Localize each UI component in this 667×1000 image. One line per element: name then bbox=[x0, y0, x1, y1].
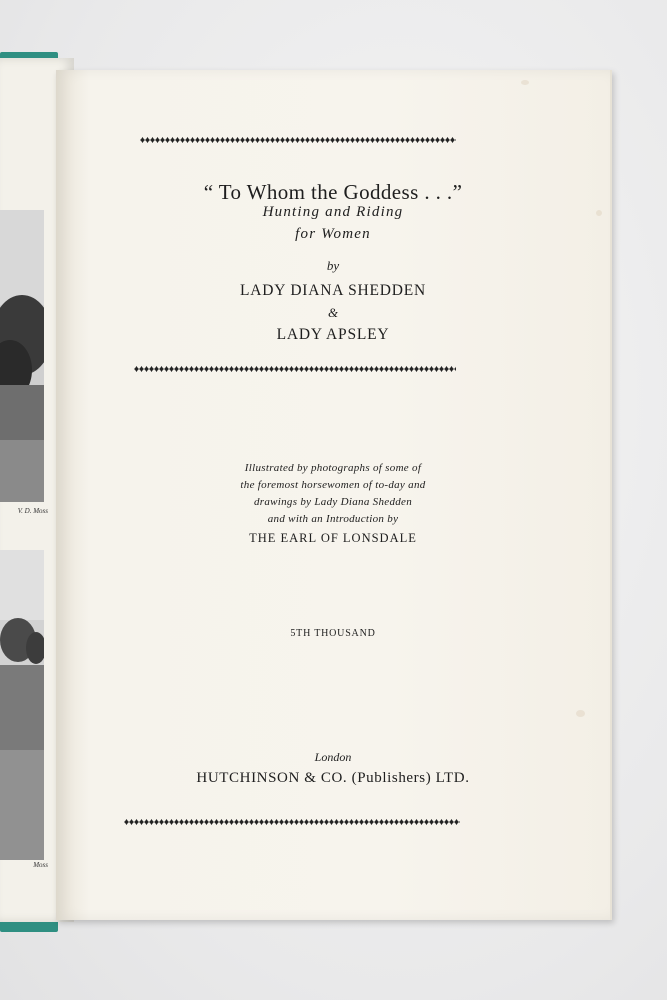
illustration-note-line: and with an Introduction by bbox=[267, 513, 399, 525]
book-title: “ To Whom the Goddess . . .” bbox=[203, 180, 463, 204]
left-photo-1-caption: V. D. Moss bbox=[17, 507, 48, 515]
book-subtitle-line-2: for Women bbox=[295, 226, 371, 242]
title-page bbox=[56, 70, 612, 920]
left-photo-1 bbox=[0, 210, 44, 502]
foxing-spot bbox=[521, 80, 529, 85]
middle-ornamental-rule bbox=[134, 365, 456, 373]
ampersand: & bbox=[327, 305, 339, 320]
book-subtitle-line-1: Hunting and Riding bbox=[262, 204, 404, 220]
illustration-note-line: the foremost horsewomen of to-day and bbox=[240, 479, 426, 491]
edition-note: 5TH THOUSAND bbox=[290, 628, 376, 639]
left-photo-2 bbox=[0, 550, 44, 860]
bottom-ornamental-rule bbox=[124, 818, 460, 826]
publisher-name: HUTCHINSON & CO. (Publishers) LTD. bbox=[196, 770, 470, 786]
top-ornamental-rule bbox=[140, 136, 456, 144]
introducer-name: THE EARL OF LONSDALE bbox=[249, 531, 417, 545]
author-1: LADY DIANA SHEDDEN bbox=[239, 282, 427, 299]
author-2: LADY APSLEY bbox=[276, 326, 390, 343]
publisher-city: London bbox=[314, 750, 352, 764]
illustration-note-line: Illustrated by photographs of some of bbox=[244, 462, 422, 474]
foxing-spot bbox=[576, 710, 585, 717]
by-label: by bbox=[326, 258, 340, 273]
illustration-note-line: drawings by Lady Diana Shedden bbox=[253, 496, 413, 508]
left-photo-2-caption: Moss bbox=[33, 861, 48, 869]
